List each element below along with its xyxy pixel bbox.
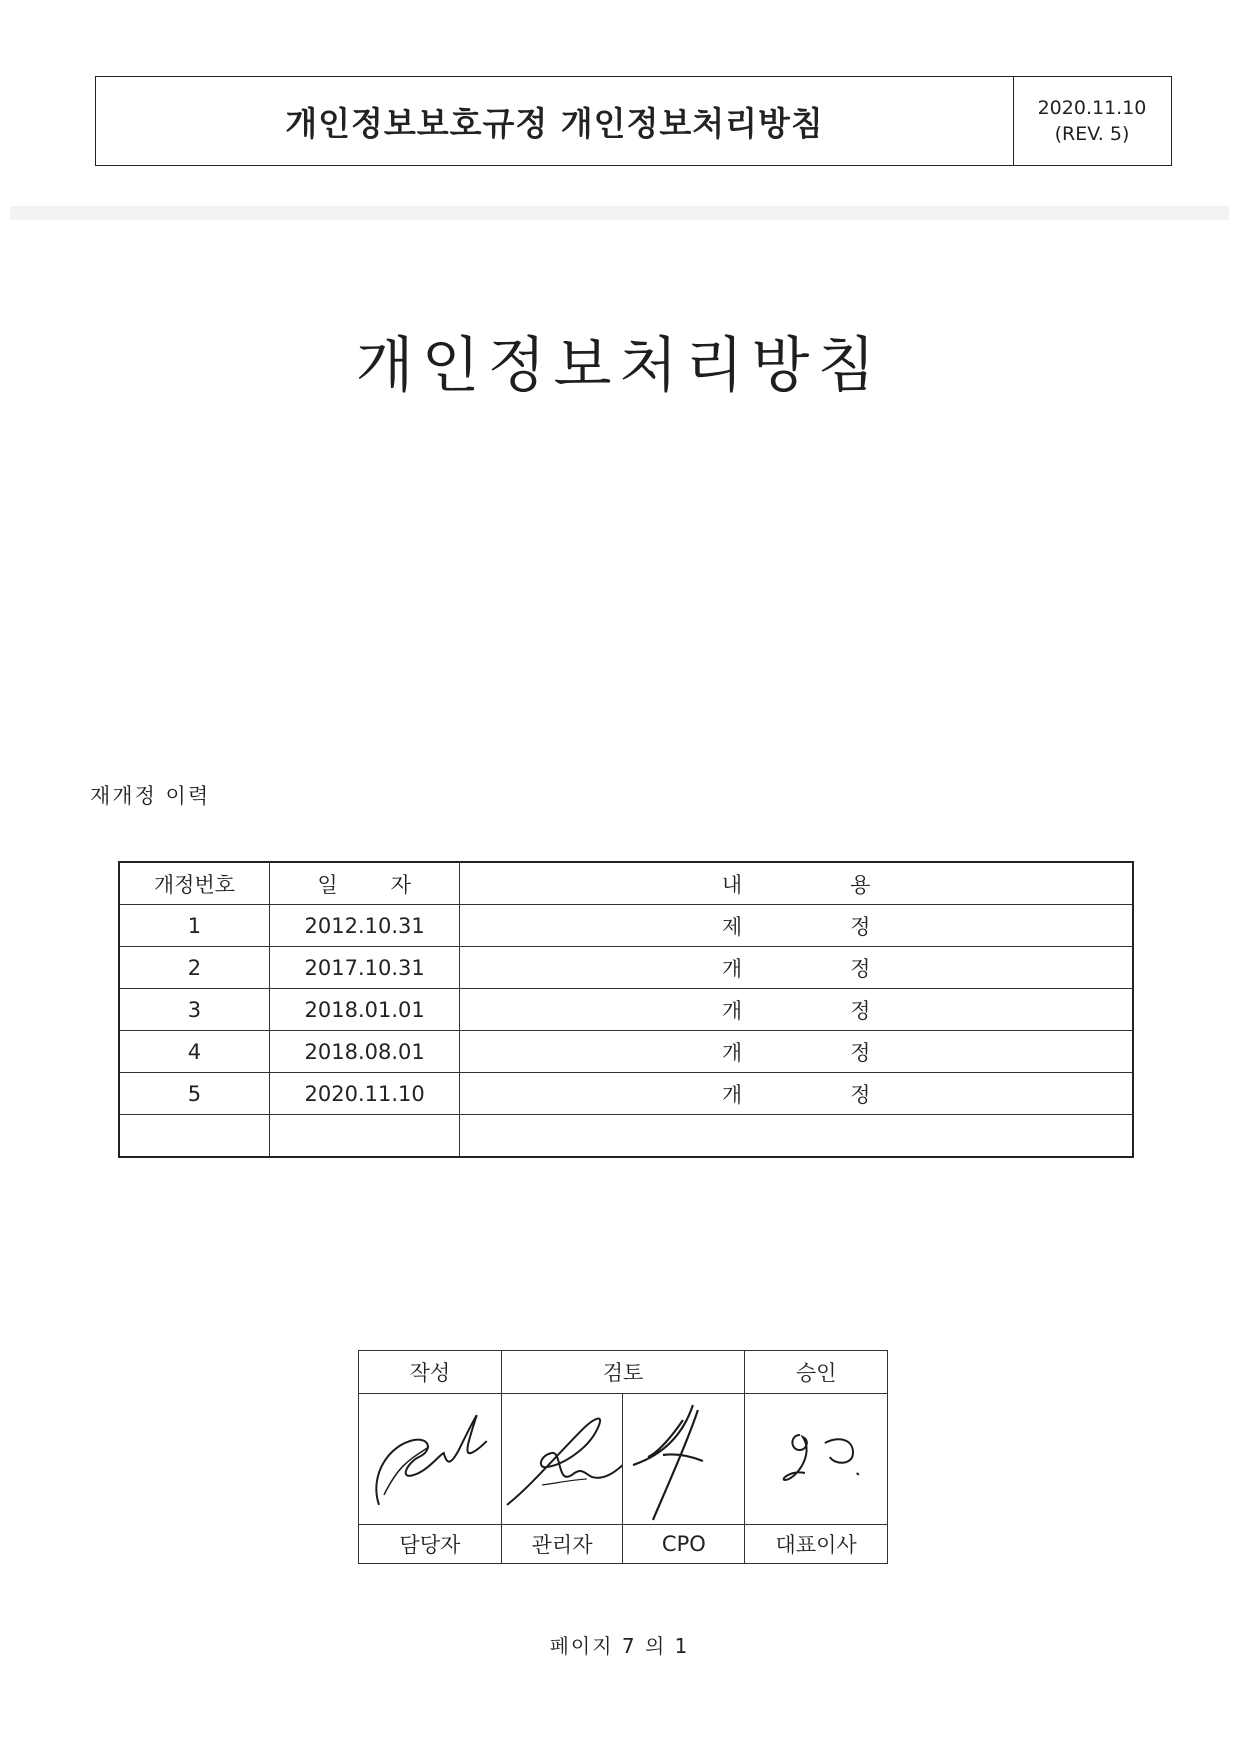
header-content (460, 862, 1133, 905)
header-content-part: 용 (850, 872, 871, 897)
revision-number: 5 (119, 1073, 269, 1115)
revision-date: 2018.08.01 (269, 1031, 459, 1073)
content-part: 개 (721, 998, 743, 1023)
page-number: 페이지 7 의 1 (549, 1634, 690, 1658)
content-part: 개 (721, 956, 743, 981)
revision-number: 3 (119, 989, 269, 1031)
table-row (119, 1031, 1133, 1073)
header-date-part: 일 (317, 872, 339, 897)
revision-history-table (118, 861, 1134, 1158)
signature-row (359, 1394, 888, 1525)
content-part: 제 (721, 914, 743, 939)
approval-name-row (359, 1525, 888, 1564)
content-part: 개 (721, 1082, 743, 1107)
signature-mark (502, 1395, 623, 1523)
empty-cell (460, 1115, 1133, 1158)
signature-ceo (745, 1394, 888, 1525)
content-part: 정 (850, 956, 871, 981)
revision-date: 2012.10.31 (269, 905, 459, 947)
content-part: 개 (721, 1040, 743, 1065)
table-row (119, 989, 1133, 1031)
signature-manager (359, 1394, 502, 1525)
name-cpo: CPO (623, 1525, 745, 1564)
signature-cpo (623, 1394, 745, 1525)
header-rev-number: (REV. 5) (1054, 123, 1130, 145)
role-write: 작성 (359, 1351, 502, 1394)
revision-number: 4 (119, 1031, 269, 1073)
header-content-part: 내 (721, 872, 743, 897)
role-approve: 승인 (745, 1351, 888, 1394)
empty-cell (269, 1115, 459, 1158)
revision-date: 2018.01.01 (269, 989, 459, 1031)
header-date (269, 862, 459, 905)
header-revision (1014, 77, 1170, 165)
revision-content (460, 947, 1133, 989)
main-title: 개인정보처리방침 (355, 331, 884, 401)
revision-content (460, 989, 1133, 1031)
approval-table (358, 1350, 888, 1564)
signature-mark (359, 1395, 501, 1523)
revision-content (460, 905, 1133, 947)
header-revision-number: 개정번호 (119, 862, 269, 905)
revision-content (460, 1031, 1133, 1073)
empty-cell (119, 1115, 269, 1158)
name-manager: 담당자 (359, 1525, 502, 1564)
table-row-empty (119, 1115, 1133, 1158)
revision-date: 2017.10.31 (269, 947, 459, 989)
header-date: 2020.11.10 (1037, 97, 1147, 119)
revision-content (460, 1073, 1133, 1115)
header-title: 개인정보보호규정 개인정보처리방침 (96, 77, 1014, 165)
content-part: 정 (850, 998, 871, 1023)
scan-band (10, 206, 1229, 220)
table-row (119, 1073, 1133, 1115)
role-review: 검토 (501, 1351, 745, 1394)
document-header (95, 76, 1172, 166)
content-part: 정 (850, 1082, 871, 1107)
table-row (119, 947, 1133, 989)
header-date-part: 자 (390, 872, 412, 897)
revision-number: 1 (119, 905, 269, 947)
name-admin: 관리자 (501, 1525, 623, 1564)
history-label: 재개정 이력 (90, 784, 211, 808)
revision-date: 2020.11.10 (269, 1073, 459, 1115)
signature-admin (501, 1394, 623, 1525)
revision-number: 2 (119, 947, 269, 989)
signature-mark (623, 1395, 744, 1523)
table-header-row (119, 862, 1133, 905)
content-part: 정 (850, 1040, 871, 1065)
content-part: 정 (850, 914, 871, 939)
approval-role-row (359, 1351, 888, 1394)
name-ceo: 대표이사 (745, 1525, 888, 1564)
table-row (119, 905, 1133, 947)
signature-mark (745, 1395, 887, 1523)
